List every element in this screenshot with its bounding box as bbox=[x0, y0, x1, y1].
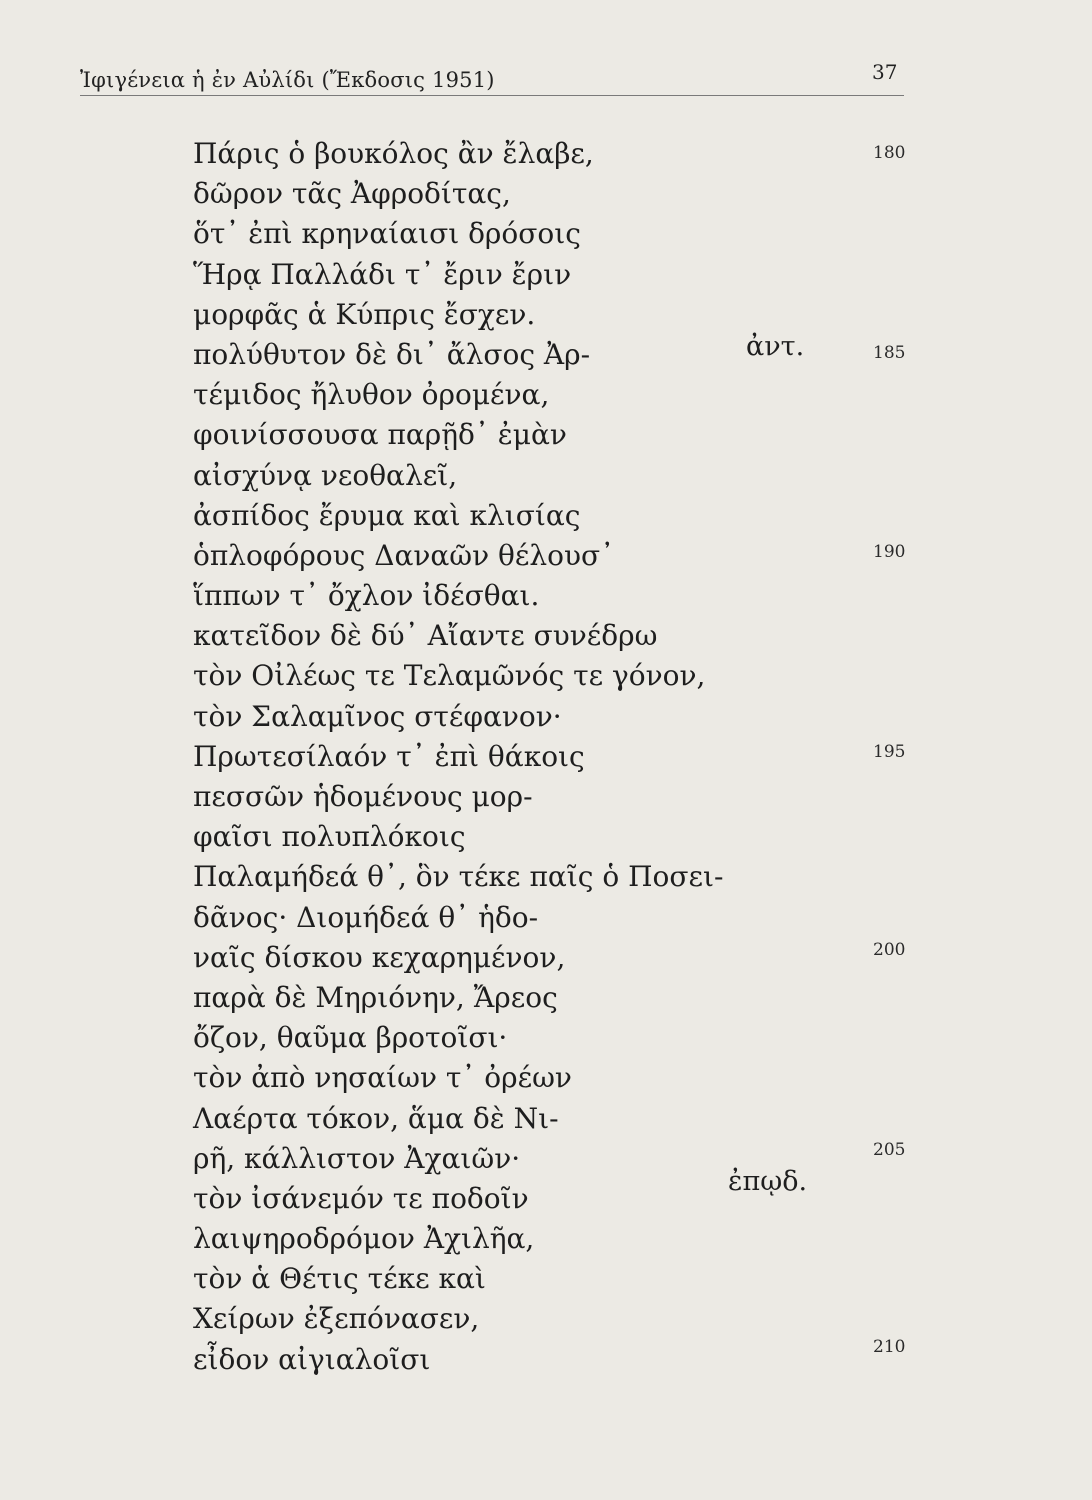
verse-line: παρὰ δὲ Μηριόνην, Ἄρεος bbox=[193, 980, 558, 1014]
verse-line: Χείρων ἐξεπόνασεν, bbox=[193, 1302, 480, 1336]
header-rule bbox=[80, 95, 904, 96]
verse-line: εἶδον αἰγιαλοῖσι bbox=[193, 1342, 431, 1376]
verse-line: τὸν Σαλαμῖνος στέφανον· bbox=[193, 699, 562, 733]
verse-line: τὸν Οἰλέως τε Τελαμῶνός τε γόνον, bbox=[193, 659, 706, 693]
verse-line: φαῖσι πολυπλόκοις bbox=[193, 820, 466, 854]
verse-line: ὅτ᾽ ἐπὶ κρηναίαισι δρόσοις bbox=[193, 217, 581, 251]
verse-line: αἰσχύνᾳ νεοθαλεῖ, bbox=[193, 458, 458, 492]
verse-line: κατεῖδον δὲ δύ᾽ Αἴαντε συνέδρω bbox=[193, 619, 658, 653]
verse-line: δῶρον τᾶς Ἀφροδίτας, bbox=[193, 177, 511, 211]
verse-line: δᾶνος· Διομήδεά θ᾽ ἡδο- bbox=[193, 900, 539, 934]
verse-line: ὁπλοφόρους Δαναῶν θέλουσ᾽ bbox=[193, 538, 615, 572]
verse-line: πεσσῶν ἡδομένους μορ- bbox=[193, 780, 533, 813]
verse-line: Πάρις ὁ βουκόλος ἂν ἔλαβε, bbox=[193, 137, 594, 170]
page-number: 37 bbox=[872, 60, 898, 84]
line-number-210: 210 bbox=[873, 1337, 906, 1357]
line-number-195: 195 bbox=[873, 742, 906, 762]
poem-text bbox=[193, 134, 723, 1380]
verse-line: φοινίσσουσα παρῇδ᾽ ἐμὰν bbox=[193, 418, 567, 452]
line-number-190: 190 bbox=[873, 542, 906, 562]
line-number-180: 180 bbox=[873, 143, 906, 163]
verse-line: ρῆ, κάλλιστον Ἀχαιῶν· bbox=[193, 1141, 521, 1175]
verse-line: τὸν ἁ Θέτις τέκε καὶ bbox=[193, 1262, 486, 1296]
running-title: Ἰφιγένεια ἡ ἐν Αὐλίδι (Ἔκδοσις 1951) bbox=[80, 68, 495, 92]
verse-line: ἵππων τ᾽ ὄχλον ἰδέσθαι. bbox=[193, 579, 540, 613]
verse-line: τέμιδος ἤλυθον ὀρομένα, bbox=[193, 378, 550, 412]
epode-marker: ἐπῳδ. bbox=[728, 1166, 808, 1197]
verse-line: ἀσπίδος ἔρυμα καὶ κλισίας bbox=[193, 498, 581, 532]
line-number-200: 200 bbox=[873, 940, 906, 960]
verse-line: μορφᾶς ἁ Κύπρις ἔσχεν. bbox=[193, 297, 536, 331]
verse-line: Ἥρᾳ Παλλάδι τ᾽ ἔριν ἔριν bbox=[193, 257, 572, 291]
verse-line: Λαέρτα τόκον, ἅμα δὲ Νι- bbox=[193, 1101, 559, 1135]
verse-line: ὄζον, θαῦμα βροτοῖσι· bbox=[193, 1021, 508, 1055]
verse-line: πολύθυτον δὲ δι᾽ ἄλσος Ἀρ- bbox=[193, 337, 591, 371]
verse-line: Παλαμήδεά θ᾽, ὃν τέκε παῖς ὁ Ποσει- bbox=[193, 860, 724, 894]
antistrophe-marker: ἀντ. bbox=[746, 331, 805, 362]
line-number-185: 185 bbox=[873, 343, 906, 363]
line-number-205: 205 bbox=[873, 1140, 906, 1160]
verse-line: λαιψηροδρόμον Ἀχιλῆα, bbox=[193, 1222, 535, 1256]
verse-line: τὸν ἰσάνεμόν τε ποδοῖν bbox=[193, 1181, 529, 1215]
verse-line: ναῖς δίσκου κεχαρημένον, bbox=[193, 940, 566, 974]
verse-line: Πρωτεσίλαόν τ᾽ ἐπὶ θάκοις bbox=[193, 739, 585, 773]
verse-line: τὸν ἀπὸ νησαίων τ᾽ ὀρέων bbox=[193, 1061, 572, 1095]
